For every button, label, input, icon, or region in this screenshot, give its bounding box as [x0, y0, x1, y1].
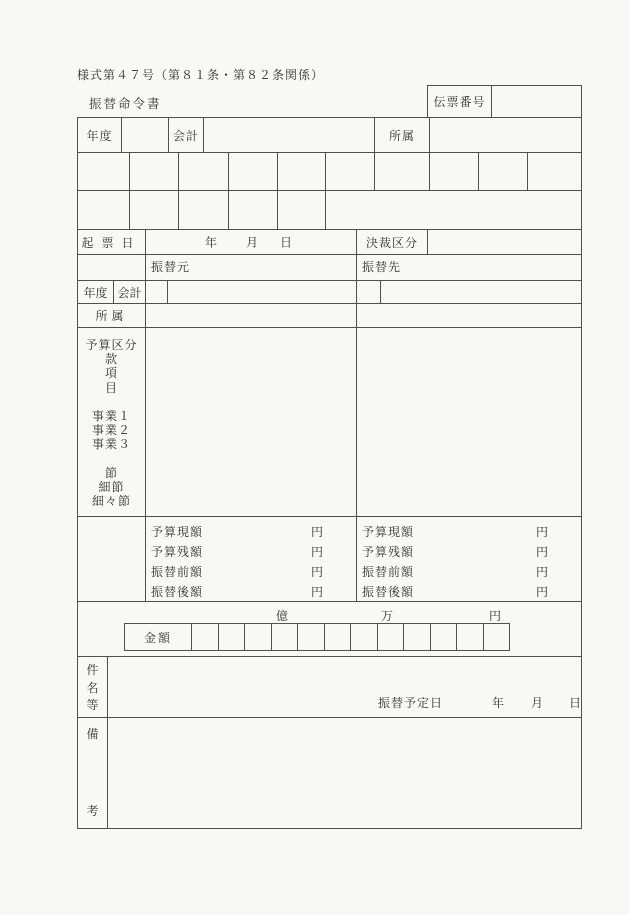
subject-row [78, 657, 581, 718]
empty-cell [179, 153, 229, 190]
amount-line [146, 562, 356, 582]
budget-line: 事業１ [91, 408, 131, 423]
empty-cell [528, 153, 581, 190]
slip-number-value [492, 86, 581, 117]
slip-number-box [427, 85, 582, 118]
empty-cell [229, 153, 278, 190]
yen-unit: 円 [310, 585, 323, 599]
amount-label: 振替前額 [151, 565, 204, 579]
subject-char: 等 [86, 697, 99, 712]
empty-cell [130, 191, 179, 229]
empty-cell [326, 191, 581, 229]
header-row [78, 118, 581, 153]
yen-unit: 円 [310, 545, 323, 559]
dest-column-label: 振替先 [362, 260, 402, 274]
remarks-row [78, 718, 581, 828]
amount-box [124, 623, 510, 651]
amount-digit-cell [219, 624, 246, 650]
account-value-cell [204, 118, 375, 152]
issue-date-cell [146, 230, 357, 254]
source-amounts [146, 517, 357, 601]
dept-value-cell [430, 118, 581, 152]
slip-number-label: 伝票番号 [428, 86, 492, 117]
code-row-2 [78, 191, 581, 230]
source-budget-cell [146, 328, 357, 516]
year-unit: 年 [205, 235, 218, 250]
form-number: 様式第４７号（第８１条・第８２条関係） [77, 68, 325, 82]
issue-date-row [78, 230, 581, 255]
empty-cell [146, 281, 168, 303]
empty-cell [78, 153, 130, 190]
budget-line [78, 395, 145, 409]
approval-label: 決裁区分 [357, 230, 428, 254]
budget-line: 目 [104, 380, 118, 395]
amount-digit-cell [325, 624, 352, 650]
yen-scale-label: 円 [488, 609, 502, 623]
subject-char: 名 [86, 680, 99, 695]
amount-digit-cell [351, 624, 378, 650]
amount-line [146, 542, 356, 562]
amount-line [146, 582, 356, 602]
empty-cell [430, 153, 479, 190]
amount-label: 振替後額 [151, 585, 204, 599]
subject-label-column [78, 657, 108, 717]
page-title: 振替命令書 [89, 96, 162, 111]
amount-digit-cell [192, 624, 219, 650]
year-unit: 年 [492, 696, 505, 710]
empty-cell [357, 304, 581, 327]
amount-label: 予算現額 [362, 525, 415, 539]
empty-cell [78, 517, 146, 601]
budget-line: 項 [104, 366, 118, 381]
remarks-char: 考 [86, 804, 99, 818]
budget-line: 節 [104, 465, 118, 480]
empty-cell [168, 281, 357, 303]
amount-label: 振替後額 [362, 585, 415, 599]
subject-content-cell [108, 657, 581, 717]
year-label: 年度 [78, 118, 122, 152]
transfer-date-label: 振替予定日 [378, 696, 444, 710]
remarks-content-cell [108, 718, 581, 828]
source-column-label: 振替元 [146, 255, 357, 280]
oku-scale-label: 億 [275, 609, 289, 623]
empty-cell [381, 281, 581, 303]
remarks-char: 備 [86, 727, 99, 741]
empty-cell [229, 191, 278, 229]
amount-digit-cell [272, 624, 299, 650]
account-label: 会計 [169, 118, 204, 152]
yen-unit: 円 [310, 565, 323, 579]
empty-cell [357, 281, 381, 303]
budget-line [78, 452, 145, 466]
amount-digit-cell [298, 624, 325, 650]
amount-label: 振替前額 [362, 565, 415, 579]
budget-line: 款 [104, 352, 118, 367]
empty-cell [326, 153, 375, 190]
amount-label: 予算現額 [151, 525, 204, 539]
amount-digit-cell [378, 624, 405, 650]
amount-line [357, 582, 581, 602]
empty-cell [130, 153, 179, 190]
mid-dept-row [78, 304, 581, 328]
form-table [77, 117, 582, 829]
empty-cell [146, 304, 357, 327]
empty-cell [375, 153, 430, 190]
day-unit: 日 [569, 696, 582, 710]
budget-line: 細節 [98, 479, 125, 494]
empty-cell [78, 191, 130, 229]
amount-label: 予算残額 [362, 545, 415, 559]
mid-year-label: 年度 [78, 281, 114, 303]
transfer-columns-header [78, 255, 581, 281]
budget-line: 予算区分 [85, 338, 138, 352]
budget-line: 細々節 [91, 494, 131, 509]
yen-unit: 円 [535, 565, 548, 579]
yen-unit: 円 [535, 525, 548, 539]
amount-digit-cell [431, 624, 458, 650]
budget-labels-column [78, 328, 146, 516]
man-scale-label: 万 [380, 609, 394, 623]
mid-year-account-row [78, 281, 581, 304]
year-value-cell [122, 118, 169, 152]
amount-label: 予算残額 [151, 545, 204, 559]
amount-line [146, 522, 356, 542]
amount-grid-row [78, 602, 581, 657]
remarks-label-column [78, 718, 108, 828]
empty-cell [278, 191, 326, 229]
amount-digit-cell [245, 624, 272, 650]
subject-char: 件 [86, 663, 99, 678]
approval-value-cell [428, 230, 581, 254]
empty-cell [278, 153, 326, 190]
amount-digit-cell [404, 624, 431, 650]
amount-summary-row [78, 517, 581, 602]
yen-unit: 円 [535, 545, 548, 559]
amount-line [357, 542, 581, 562]
mid-dept-label: 所属 [78, 304, 146, 327]
amount-grid-cell [78, 602, 581, 656]
amount-line [357, 522, 581, 542]
empty-cell [179, 191, 229, 229]
day-unit: 日 [280, 235, 293, 250]
issue-date-label: 起票日 [78, 230, 146, 254]
empty-cell [479, 153, 528, 190]
budget-class-row [78, 328, 581, 517]
yen-unit: 円 [310, 525, 323, 539]
dest-budget-cell [357, 328, 581, 516]
amount-digit-cell [484, 624, 510, 650]
month-unit: 月 [531, 696, 544, 710]
month-unit: 月 [246, 235, 259, 250]
amount-box-label: 金額 [125, 624, 192, 650]
mid-account-label: 会計 [114, 281, 146, 303]
dept-label: 所属 [375, 118, 430, 152]
amount-digit-cell [457, 624, 484, 650]
code-row-1 [78, 153, 581, 191]
budget-line: 事業２ [91, 423, 131, 438]
budget-line: 事業３ [91, 437, 131, 452]
yen-unit: 円 [535, 585, 548, 599]
empty-cell [78, 255, 146, 280]
dest-amounts [357, 517, 581, 601]
amount-line [357, 562, 581, 582]
